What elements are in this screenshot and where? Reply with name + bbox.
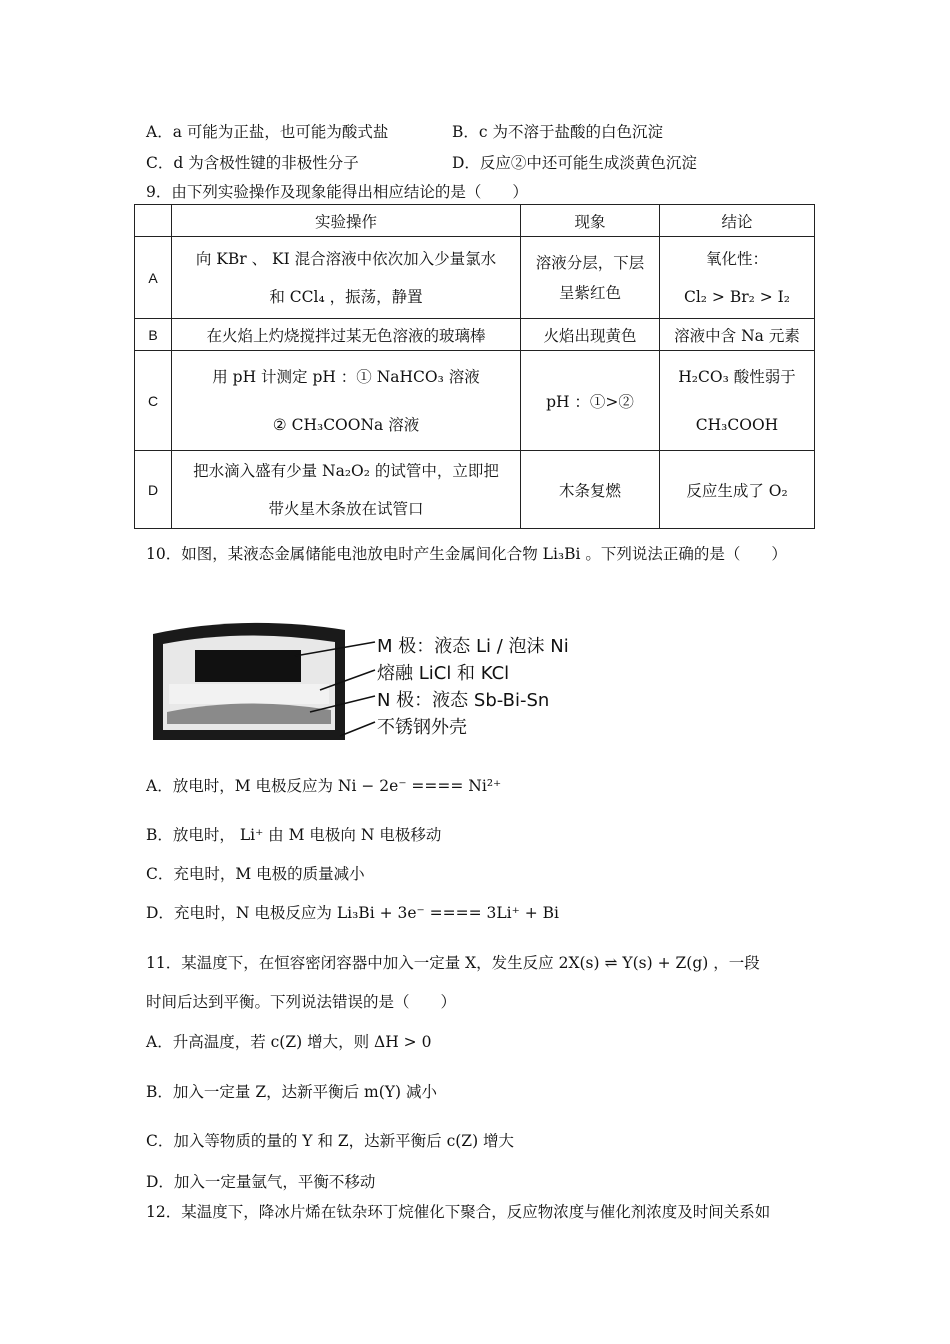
q10-stem: 10．如图，某液态金属储能电池放电时产生金属间化合物 Li₃Bi 。下列说法正确的是（ ）	[146, 545, 787, 563]
row-label: C	[135, 351, 172, 451]
label-n-electrode: N 极：液态 Sb-Bi-Sn	[377, 690, 550, 711]
molten-salt-shape	[169, 684, 329, 704]
operation-line-1: 向 KBr 、 KI 混合溶液中依次加入少量氯水	[195, 249, 497, 268]
q10-option-c: C．充电时，M 电极的质量减小	[146, 865, 365, 883]
phenomenon-cell: 木条复燃	[521, 451, 660, 529]
row-label: A	[135, 237, 172, 319]
battery-figure	[145, 612, 615, 747]
q11-option-d: D．加入一定量氩气，平衡不移动	[146, 1173, 376, 1191]
q8-option-b: B．c 为不溶于盐酸的白色沉淀	[452, 123, 663, 141]
q8-option-c: C．d 为含极性键的非极性分子	[146, 154, 359, 172]
q11-option-b: B．加入一定量 Z，达新平衡后 m(Y) 减小	[146, 1083, 437, 1101]
header-operation: 实验操作	[172, 205, 521, 237]
header-phenomenon: 现象	[521, 205, 660, 237]
operation-cell	[172, 351, 521, 451]
table-row	[135, 451, 815, 529]
table-row	[135, 319, 815, 351]
operation-line-2: 和 CCl₄ ，振荡，静置	[269, 287, 423, 306]
operation-cell	[172, 451, 521, 529]
operation-line-1: 把水滴入盛有少量 Na₂O₂ 的试管中，立即把	[193, 461, 499, 480]
table-corner	[135, 205, 172, 237]
phenomenon-line-2: 呈紫红色	[558, 283, 621, 302]
operation-cell: 在火焰上灼烧搅拌过某无色溶液的玻璃棒	[172, 319, 521, 351]
q8-option-d: D．反应②中还可能生成淡黄色沉淀	[452, 154, 697, 172]
table-row	[135, 237, 815, 319]
row-label: D	[135, 451, 172, 529]
phenomenon-line-1: 溶液分层，下层	[535, 253, 645, 272]
q11-option-a: A．升高温度，若 c(Z) 增大，则 ΔH > 0	[146, 1033, 432, 1051]
operation-line-2: ② CH₃COONa 溶液	[272, 415, 420, 434]
row-label: B	[135, 319, 172, 351]
phenomenon-cell	[521, 237, 660, 319]
q11-stem-line-2: 时间后达到平衡。下列说法错误的是（ ）	[146, 993, 457, 1011]
conclusion-line-1: 氧化性：	[705, 249, 768, 268]
q12-stem: 12．某温度下，降冰片烯在钛杂环丁烷催化下聚合，反应物浓度与催化剂浓度及时间关系如	[146, 1203, 771, 1221]
conclusion-line-1: H₂CO₃ 酸性弱于	[678, 367, 796, 386]
q10-option-d: D．充电时，N 电极反应为 Li₃Bi + 3e⁻ ==== 3Li⁺ + Bi	[146, 904, 559, 922]
q8-option-a: A．a 可能为正盐，也可能为酸式盐	[146, 123, 389, 141]
q10-option-b: B．放电时， Li⁺ 由 M 电极向 N 电极移动	[146, 826, 442, 844]
header-conclusion: 结论	[660, 205, 815, 237]
conclusion-line-2: Cl₂ > Br₂ > I₂	[683, 287, 791, 306]
experiment-table	[134, 204, 815, 529]
table-header-row	[135, 205, 815, 237]
m-electrode-shape	[195, 650, 301, 682]
conclusion-cell: 反应生成了 O₂	[660, 451, 815, 529]
q10-option-a: A．放电时，M 电极反应为 Ni − 2e⁻ ==== Ni²⁺	[146, 777, 502, 795]
phenomenon-cell: 火焰出现黄色	[521, 319, 660, 351]
label-shell: 不锈钢外壳	[377, 717, 467, 738]
q11-stem-line-1: 11．某温度下，在恒容密闭容器中加入一定量 X，发生反应 2X(s) ⇌ Y(s) + Z(g) ，一段	[146, 954, 760, 972]
table-row	[135, 351, 815, 451]
phenomenon-cell: pH ：①>②	[521, 351, 660, 451]
conclusion-line-2: CH₃COOH	[695, 415, 779, 434]
q11-option-c: C．加入等物质的量的 Y 和 Z，达新平衡后 c(Z) 增大	[146, 1132, 515, 1150]
conclusion-cell	[660, 237, 815, 319]
operation-line-1: 用 pH 计测定 pH ：① NaHCO₃ 溶液	[212, 367, 480, 386]
q9-stem: 9．由下列实验操作及现象能得出相应结论的是（ ）	[146, 183, 528, 201]
operation-cell	[172, 237, 521, 319]
conclusion-cell	[660, 351, 815, 451]
operation-line-2: 带火星木条放在试管口	[268, 499, 424, 518]
label-m-electrode: M 极：液态 Li / 泡沫 Ni	[377, 636, 569, 657]
label-molten-salt: 熔融 LiCl 和 KCl	[377, 663, 510, 684]
conclusion-cell: 溶液中含 Na 元素	[660, 319, 815, 351]
